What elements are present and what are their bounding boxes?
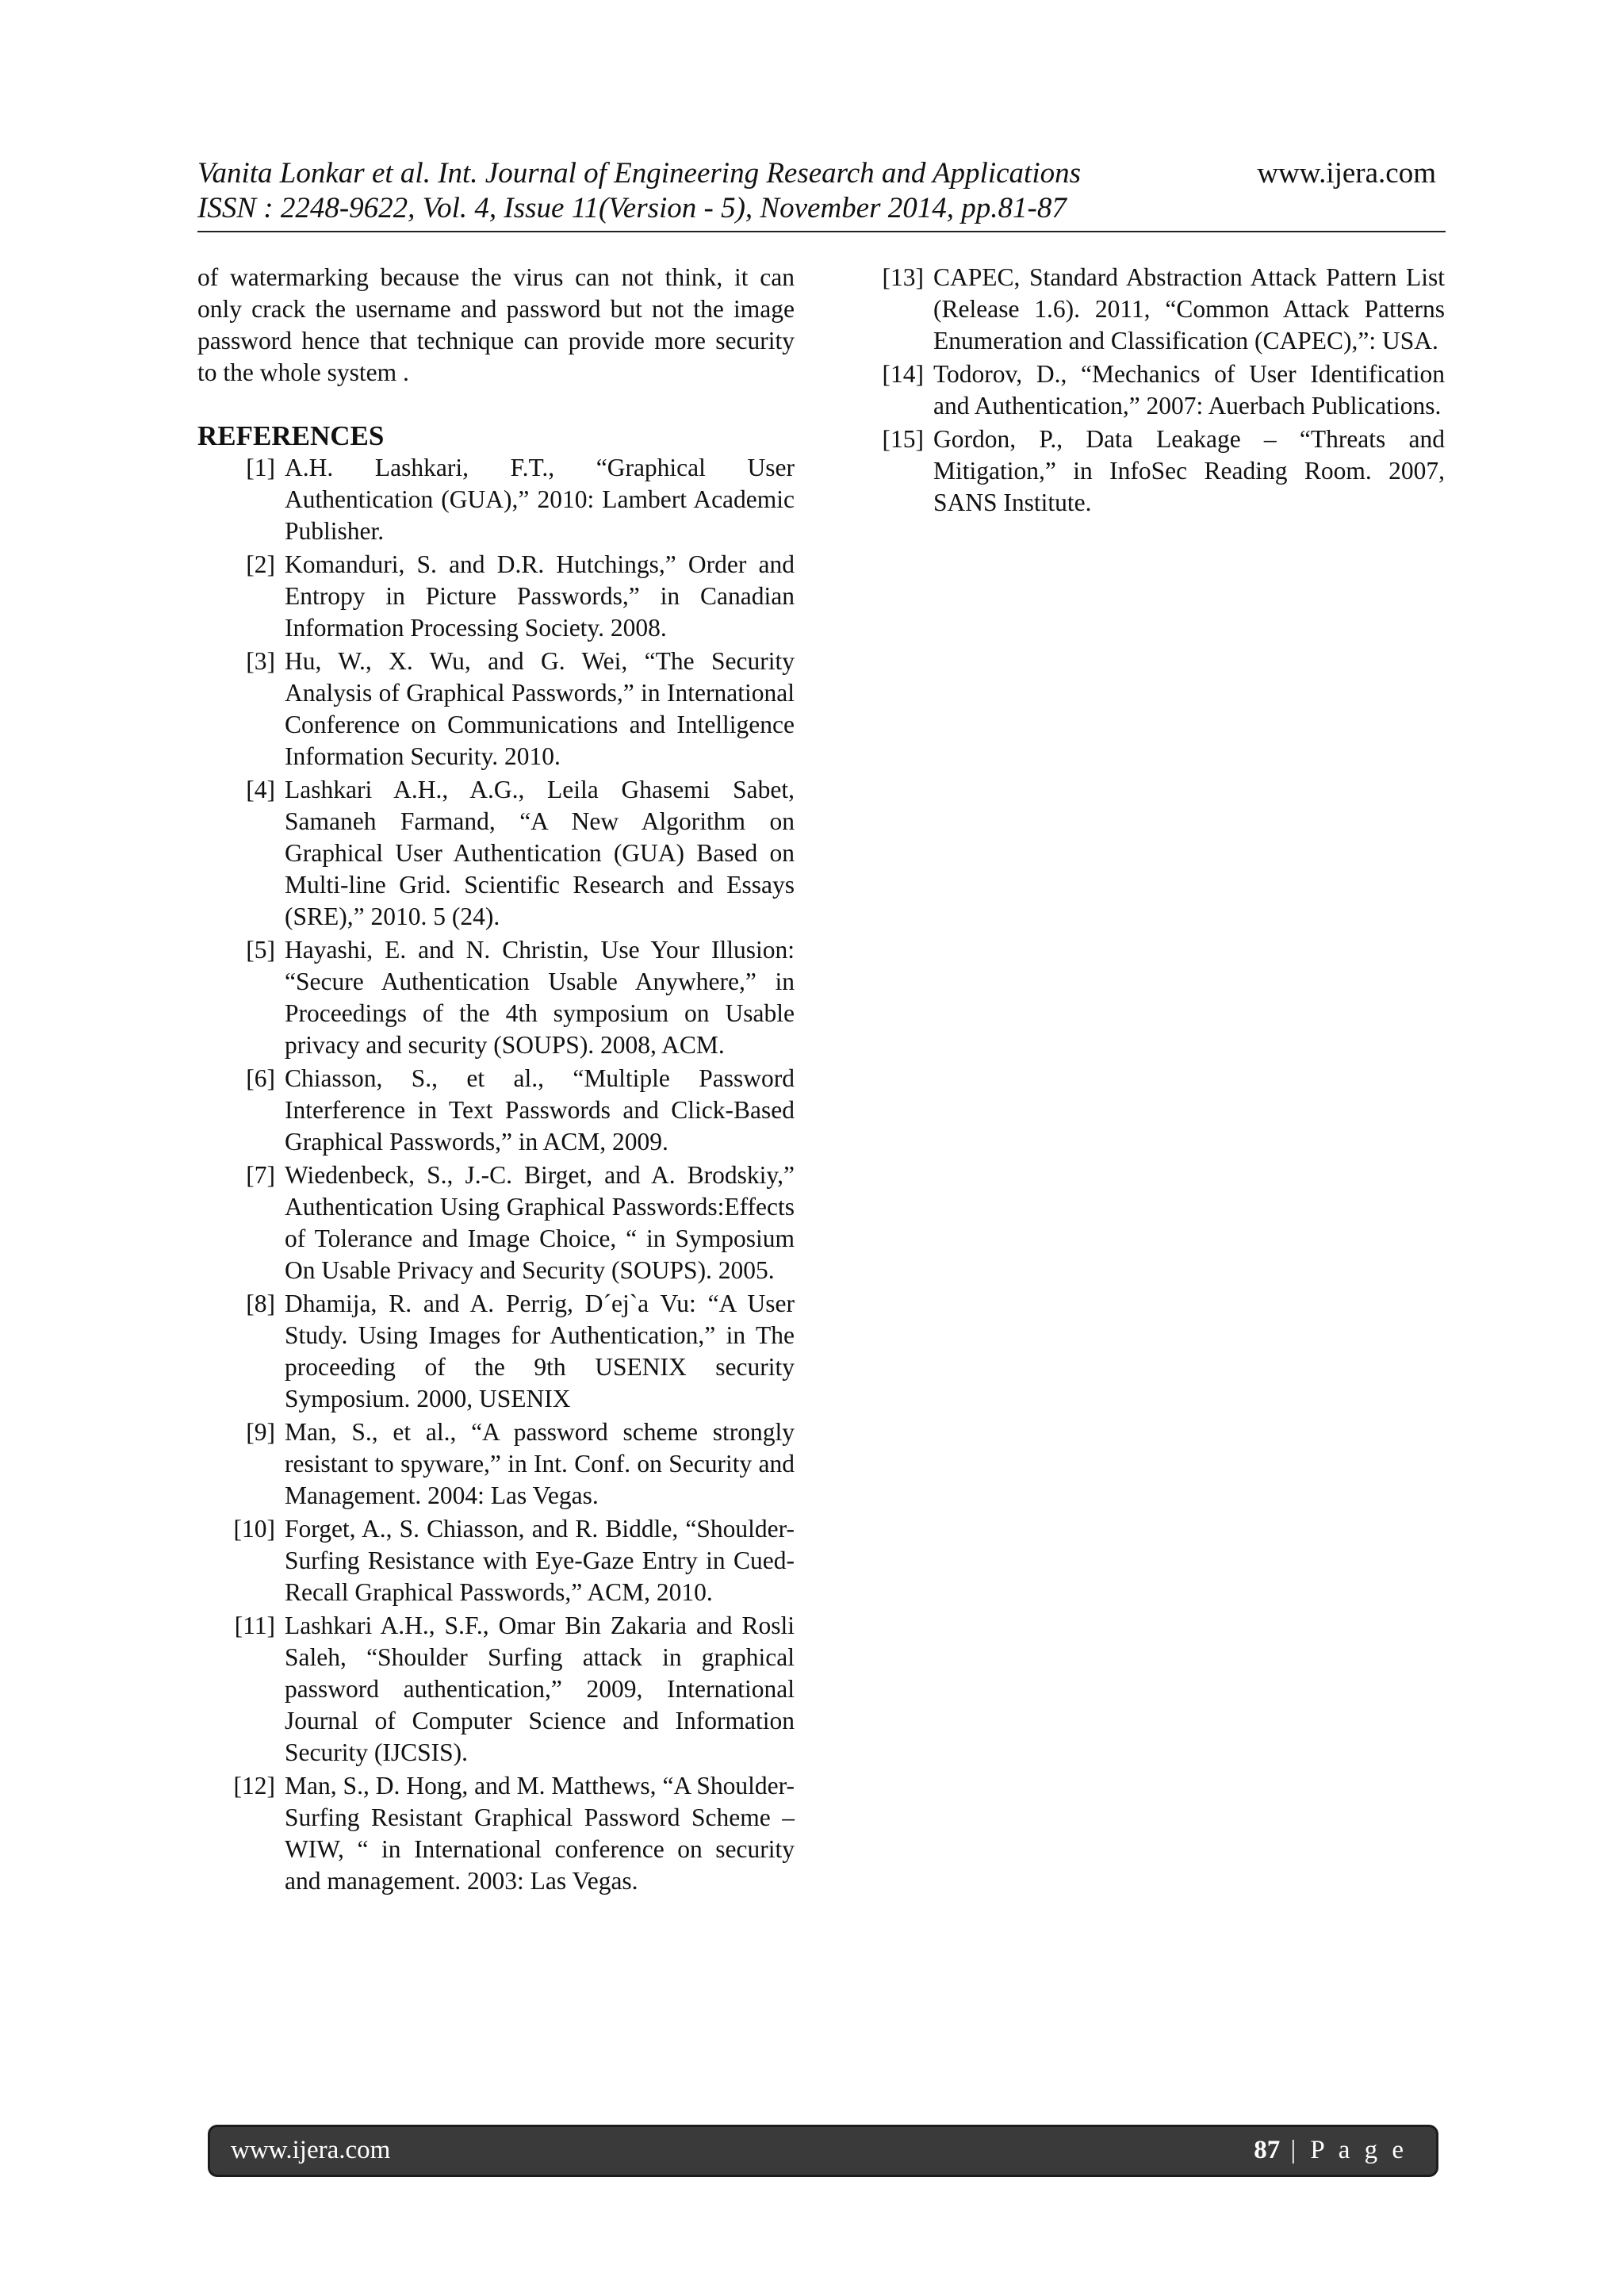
reference-text: Chiasson, S., et al., “Multiple Password Interference in Text Passwords and Click-Based Graphical Passwords,” in ACM, 2009. xyxy=(285,1064,795,1156)
reference-text: Man, S., D. Hong, and M. Matthews, “A Shoulder-Surfing Resistant Graphical Password Scheme – WIW, “ in International conference on security and management. 2003: Las Vegas. xyxy=(285,1772,795,1895)
reference-number: [13] xyxy=(882,263,924,291)
page-label: | P a g e xyxy=(1280,2136,1408,2164)
reference-item xyxy=(197,452,795,547)
reference-text: CAPEC, Standard Abstraction Attack Pattern List (Release 1.6). 2011, “Common Attack Patterns Enumeration and Classification (CAPEC),”: USA. xyxy=(933,263,1445,355)
reference-item xyxy=(197,1610,795,1769)
reference-text: Wiedenbeck, S., J.-C. Birget, and A. Brodskiy,” Authentication Using Graphical Passwords:Effects of Tolerance and Image Choice, “ in Symposium On Usable Privacy and Security (SOUPS). 2005. xyxy=(285,1161,795,1284)
reference-number: [15] xyxy=(882,425,924,453)
reference-number: [10] xyxy=(233,1515,275,1543)
reference-item xyxy=(197,1513,795,1608)
reference-item xyxy=(868,358,1445,422)
reference-text: Lashkari A.H., A.G., Leila Ghasemi Sabet, Samaneh Farmand, “A New Algorithm on Graphical User Authentication (GUA) Based on Multi-line Grid. Scientific Research and Essays (SRE),” 2010. 5 (24). xyxy=(285,776,795,930)
page-indicator xyxy=(1254,2136,1408,2165)
issn-line: ISSN : 2248-9622, Vol. 4, Issue 11(Version - 5), November 2014, pp.81-87 xyxy=(197,192,1067,224)
reference-number: [8] xyxy=(246,1290,275,1317)
reference-number: [1] xyxy=(246,454,275,481)
reference-number: [3] xyxy=(246,647,275,675)
reference-text: Dhamija, R. and A. Perrig, D´ej`a Vu: “A User Study. Using Images for Authentication,” in The proceeding of the 9th USENIX security Symposium. 2000, USENIX xyxy=(285,1290,795,1412)
journal-citation: Vanita Lonkar et al. Int. Journal of Engineering Research and Applications xyxy=(197,157,1081,190)
reference-item xyxy=(197,1770,795,1897)
reference-number: [11] xyxy=(234,1612,275,1639)
reference-text: Komanduri, S. and D.R. Hutchings,” Order and Entropy in Picture Passwords,” in Canadian Information Processing Society. 2008. xyxy=(285,550,795,642)
reference-item xyxy=(868,424,1445,519)
reference-item xyxy=(868,262,1445,357)
reference-text: Forget, A., S. Chiasson, and R. Biddle, “Shoulder-Surfing Resistance with Eye-Gaze Entry in Cued-Recall Graphical Passwords,” ACM, 2010. xyxy=(285,1515,795,1606)
page-number: 87 xyxy=(1254,2136,1281,2164)
reference-item xyxy=(197,646,795,772)
reference-item xyxy=(197,1159,795,1286)
reference-item xyxy=(197,1288,795,1415)
reference-number: [9] xyxy=(246,1418,275,1446)
reference-text: Hayashi, E. and N. Christin, Use Your Illusion: “Secure Authentication Usable Anywhere,” in Proceedings of the 4th symposium on Usable privacy and security (SOUPS). 2008, ACM. xyxy=(285,936,795,1059)
reference-number: [6] xyxy=(246,1064,275,1092)
reference-item xyxy=(197,1416,795,1512)
header-url[interactable]: www.ijera.com xyxy=(1257,157,1436,190)
reference-item xyxy=(197,774,795,933)
reference-text: Hu, W., X. Wu, and G. Wei, “The Security Analysis of Graphical Passwords,” in International Conference on Communications and Intelligence Information Security. 2010. xyxy=(285,647,795,770)
reference-number: [14] xyxy=(882,360,924,388)
reference-number: [5] xyxy=(246,936,275,964)
reference-number: [12] xyxy=(233,1772,275,1800)
reference-text: Todorov, D., “Mechanics of User Identification and Authentication,” 2007: Auerbach Publications. xyxy=(933,360,1445,420)
references-heading: REFERENCES xyxy=(197,420,385,451)
references-list-left xyxy=(197,452,795,1897)
page-header xyxy=(197,153,1446,232)
reference-number: [2] xyxy=(246,550,275,578)
reference-item xyxy=(197,934,795,1061)
reference-text: A.H. Lashkari, F.T., “Graphical User Authentication (GUA),” 2010: Lambert Academic Publisher. xyxy=(285,454,795,545)
left-column xyxy=(197,262,795,1899)
reference-text: Lashkari A.H., S.F., Omar Bin Zakaria and Rosli Saleh, “Shoulder Surfing attack in graphical password authentication,” 2009, International Journal of Computer Science and Information Security (IJCSIS). xyxy=(285,1612,795,1766)
reference-text: Man, S., et al., “A password scheme strongly resistant to spyware,” in Int. Conf. on Security and Management. 2004: Las Vegas. xyxy=(285,1418,795,1509)
reference-item xyxy=(197,549,795,644)
right-column xyxy=(868,262,1445,520)
page-footer xyxy=(208,2125,1438,2177)
reference-text: Gordon, P., Data Leakage – “Threats and Mitigation,” in InfoSec Reading Room. 2007, SANS Institute. xyxy=(933,425,1445,516)
intro-paragraph: of watermarking because the virus can not think, it can only crack the username and password but not the image password hence that technique can provide more security to the whole system . xyxy=(197,263,795,386)
footer-url[interactable]: www.ijera.com xyxy=(231,2136,391,2164)
reference-number: [4] xyxy=(246,776,275,803)
references-list-right xyxy=(868,262,1445,519)
reference-item xyxy=(197,1063,795,1158)
reference-number: [7] xyxy=(246,1161,275,1189)
